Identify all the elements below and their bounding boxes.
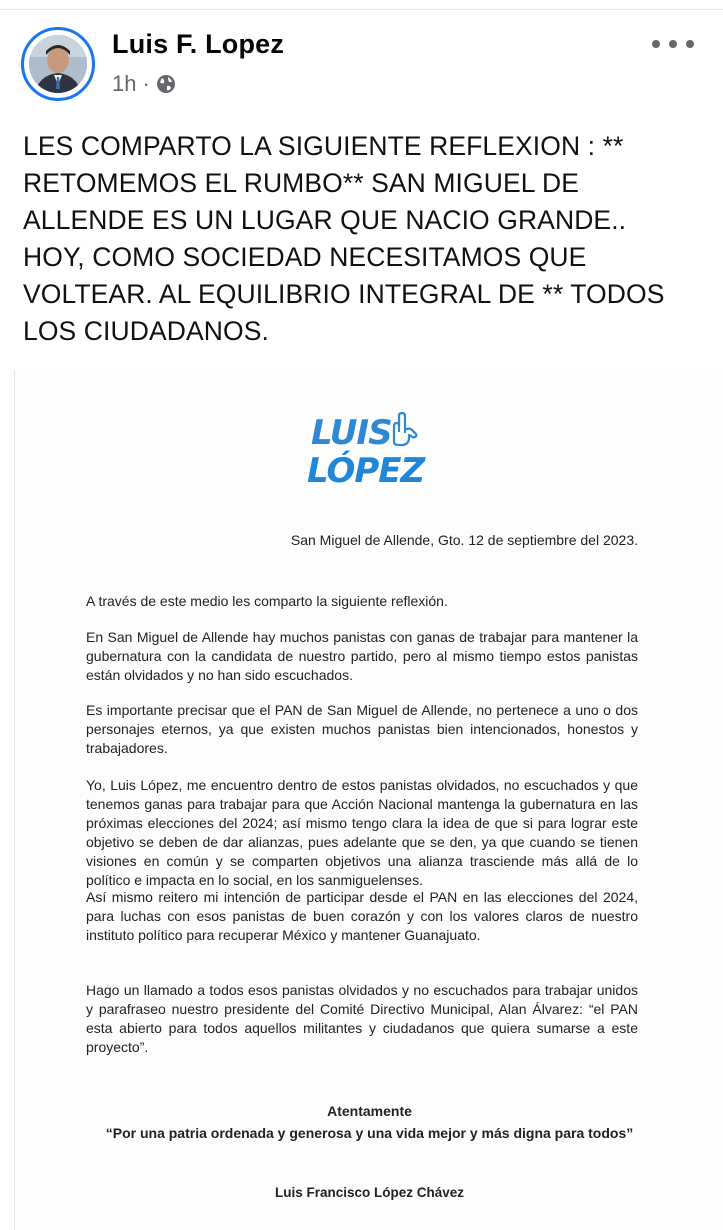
letter-paragraph: Así mismo reitero mi intención de participar desde el PAN en las elecciones del 2024, para luchas con esos panistas de buen corazón y con los valores claros de nuestro instituto político para recuperar México y mantener Guanajuato.	[86, 889, 638, 943]
letter-paragraph: A través de este medio les comparto la siguiente reflexión.	[86, 593, 448, 609]
letter-paragraph: Hago un llamado a todos esos panistas olvidados y no escuchados para trabajar unidos y parafraseo nuestro presidente del Comité Directivo Municipal, Alan Álvarez: “el PAN esta abierto para todos aquellos militantes y ciudadanos que quiera sumarse a este proyecto”.	[86, 982, 638, 1055]
hand-sign-icon	[385, 412, 419, 448]
author-avatar[interactable]	[21, 27, 95, 101]
author-name[interactable]: Luis F. Lopez	[112, 29, 285, 59]
avatar-photo	[29, 35, 87, 93]
letter-paragraph: En San Miguel de Allende hay muchos panistas con ganas de trabajar para mantener la gubernatura con la candidata de nuestro partido, pero al mismo tiempo estos panistas están olvidados y no han sido escuchados.	[86, 629, 638, 683]
attached-letter-image[interactable]	[14, 370, 723, 1230]
letter-motto: “Por una patria ordenada y generosa y una vida mejor y más digna para todos”	[105, 1125, 634, 1141]
letter-date: San Miguel de Allende, Gto. 12 de septiembre del 2023.	[290, 532, 638, 548]
globe-icon[interactable]	[156, 74, 176, 94]
letter-paragraph: Es importante precisar que el PAN de San Miguel de Allende, no pertenece a uno o dos personajes eternos, ya que existen muchos panistas bien intencionados, honestos y trabajadores.	[86, 702, 638, 756]
post-time[interactable]: 1h	[112, 71, 137, 96]
campaign-logo	[305, 414, 425, 494]
letter-closing: Atentamente	[327, 1103, 412, 1119]
letter-paragraph: Yo, Luis López, me encuentro dentro de estos panistas olvidados, no escuchados y que tenemos ganas para trabajar para que Acción Nacional mantenga la gubernatura en las próximas elecciones del 2024; así mismo tengo clara la idea de que si para lograr este objetivo se deben de dar alianzas, pues adelante que se den, ya que cuando se tienen visiones en común y se comparten objetivos una alianza trasciende más allá de lo político e impacta en lo social, en los sanmiguelenses.	[86, 777, 638, 888]
post-meta	[112, 70, 176, 98]
more-options-icon[interactable]	[652, 32, 694, 56]
logo-line1: LUIS	[311, 413, 392, 453]
post-text: LES COMPARTO LA SIGUIENTE REFLEXION : ** RETOMEMOS EL RUMBO** SAN MIGUEL DE ALLENDE ES UN LUGAR QUE NACIO GRANDE.. HOY, COMO SOCIEDAD NECESITAMOS QUE VOLTEAR. AL EQUILIBRIO INTEGRAL DE ** TODOS LOS CIUDADANOS.	[23, 131, 665, 346]
post-header	[0, 10, 723, 110]
logo-line2: LÓPEZ	[307, 451, 425, 491]
meta-separator: ·	[142, 71, 150, 96]
letter-signature: Luis Francisco López Chávez	[274, 1185, 465, 1200]
